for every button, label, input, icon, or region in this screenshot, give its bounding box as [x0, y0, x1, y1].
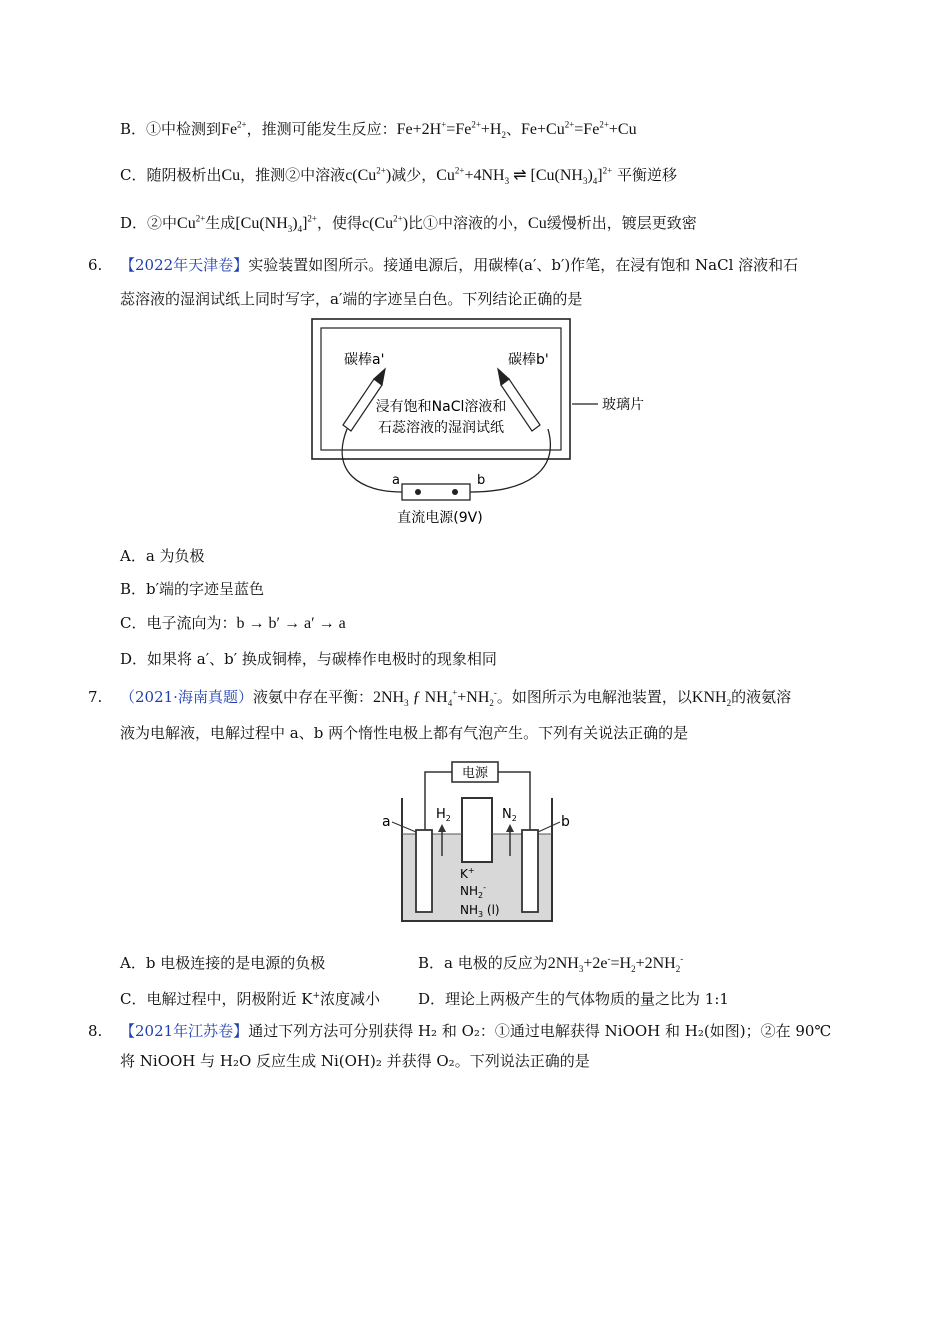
q6-terminal-b: b	[477, 473, 486, 488]
q6-number: 6.	[88, 256, 103, 274]
q6-option-c: C．电子流向为：b → b′ → a′ → a	[120, 614, 346, 632]
q7-stem-line1: （2021·海南真题）液氨中存在平衡：$2NH_3$ ƒ $NH_4^++NH_2^-$。如图所示为电解池装置，以$KNH_2$的液氨溶	[120, 687, 792, 709]
q7-option-d: D．理论上两极产生的气体物质的量之比为 1:1	[418, 990, 729, 1008]
q6-figure	[290, 312, 670, 532]
q7-ion-k: K+	[460, 866, 475, 881]
q5-option-c: C．随阴极析出Cu，推测②中溶液$c(Cu^{2+})$减少，$Cu^{2+}+4NH_3$ ⇌ $[Cu(NH_3)_4]^{2+}$ 平衡逆移	[120, 165, 677, 187]
q6-source: 【2022年天津卷】	[120, 256, 249, 274]
q7-power-label: 电源	[461, 766, 489, 781]
q7-source: （2021·海南真题）	[120, 688, 253, 706]
q7-option-b: B．a 电极的反应为$2NH_3+2e^-=H_2+2NH_2^-$	[418, 953, 684, 975]
q8-stem-line2: 将 NiOOH 与 H₂O 反应生成 Ni(OH)₂ 并获得 O₂。下列说法正确的是	[120, 1052, 590, 1070]
q6-option-b: B．b′端的字迹呈蓝色	[120, 580, 265, 598]
q5-option-d: D．②中$Cu^{2+}$生成$[Cu(NH_3)_4]^{2+}$，使得$c(Cu^{2+})$比①中溶液的小，Cu缓慢析出，镀层更致密	[120, 213, 697, 235]
q6-power-supply	[402, 484, 470, 500]
q6-paper-label-1: 浸有饱和NaCl溶液和	[375, 399, 507, 415]
q7-divider	[462, 798, 492, 862]
q6-rod-b-label: 碳棒b'	[508, 352, 549, 368]
q6-wire	[342, 429, 550, 492]
q7-right-gas: $N_2$	[502, 807, 517, 823]
q6-paper-label-2: 石蕊溶液的湿润试纸	[378, 420, 504, 436]
q7-figure	[380, 758, 580, 928]
q7-electrode-b-label: b	[561, 814, 570, 830]
q7-electrode-b	[522, 830, 538, 912]
q6-power-label: 直流电源(9V)	[397, 510, 483, 526]
q7-left-gas: $H_2$	[436, 807, 451, 823]
q7-number: 7.	[88, 688, 103, 706]
q6-stem-line2: 蕊溶液的湿润试纸上同时写字，a′端的字迹呈白色。下列结论正确的是	[120, 290, 583, 308]
q5-option-b: B．①中检测到$Fe^{2+}$，推测可能发生反应：$Fe+2H^+=Fe^{2+}+H_2$、$Fe+Cu^{2+}=Fe^{2+}+Cu$	[120, 119, 637, 141]
q8-number: 8.	[88, 1022, 103, 1040]
q6-option-a: A．a 为负极	[120, 547, 205, 565]
q7-ion-nh2: $NH_2^-$	[460, 883, 486, 900]
q6-option-d: D．如果将 a′、b′ 换成铜棒，与碳棒作电极时的现象相同	[120, 650, 497, 668]
q8-stem-line1: 【2021年江苏卷】通过下列方法可分别获得 H₂ 和 O₂：①通过电解获得 NiOOH 和 H₂(如图)；②在 90℃	[120, 1022, 832, 1040]
q6-glass-label: 玻璃片	[602, 397, 644, 413]
q7-stem-line2: 液为电解液，电解过程中 a、b 两个惰性电极上都有气泡产生。下列有关说法正确的是	[120, 724, 689, 742]
q7-option-c: C．电解过程中，阴极附近 K+浓度减小	[120, 990, 381, 1008]
q8-source: 【2021年江苏卷】	[120, 1022, 249, 1040]
q6-terminal-a: a	[392, 473, 400, 488]
q7-option-a: A．b 电极连接的是电源的负极	[120, 954, 326, 972]
q7-solvent: $NH_3$ (l)	[460, 903, 500, 919]
q7-electrode-a	[416, 830, 432, 912]
q6-stem-line1: 【2022年天津卷】实验装置如图所示。接通电源后，用碳棒(a′、b′)作笔，在浸有饱和 NaCl 溶液和石	[120, 256, 799, 274]
q7-electrode-a-label: a	[382, 814, 391, 830]
q6-rod-a-label: 碳棒a'	[344, 352, 385, 368]
